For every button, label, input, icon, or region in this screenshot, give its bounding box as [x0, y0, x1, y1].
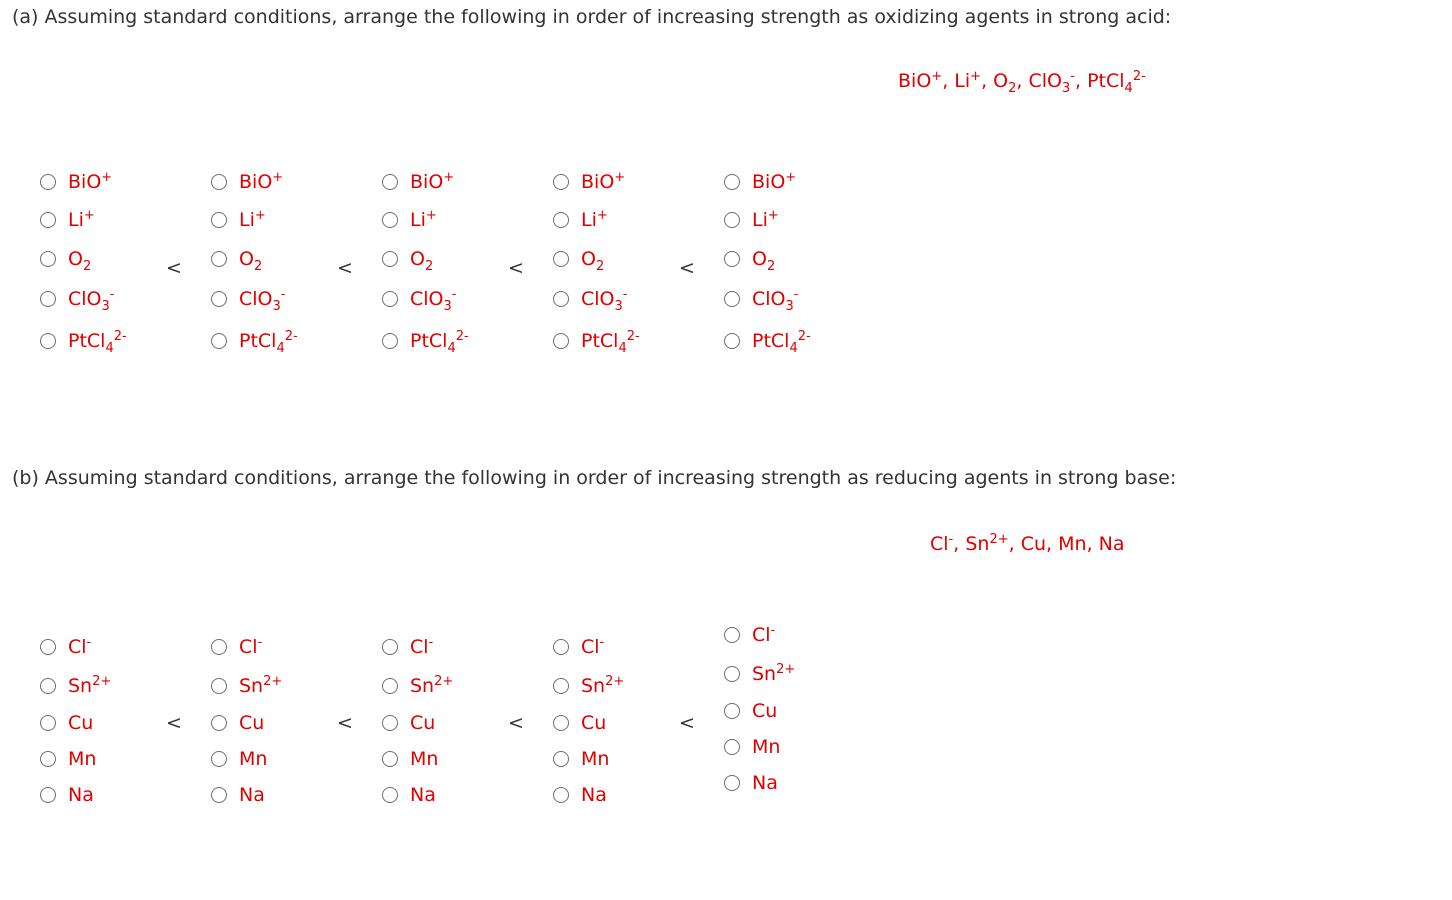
formula-superscript: -	[428, 635, 434, 650]
formula-subscript: 2	[766, 259, 776, 274]
radio-button[interactable]	[211, 174, 227, 190]
less-than-sign: <	[508, 257, 524, 279]
formula-base: Cu	[581, 712, 607, 734]
option-bio[interactable]	[211, 171, 283, 193]
radio-button[interactable]	[553, 639, 569, 655]
radio-button[interactable]	[382, 639, 398, 655]
option-o[interactable]	[724, 248, 776, 274]
formula-base: Cl	[930, 533, 949, 555]
option-bio[interactable]	[553, 171, 625, 193]
formula-base: Na	[68, 784, 94, 806]
radio-button[interactable]	[553, 715, 569, 731]
formula-superscript: +	[101, 170, 113, 185]
radio-button[interactable]	[553, 333, 569, 349]
formula-superscript: +	[254, 208, 266, 223]
formula-base: PtCl	[410, 330, 448, 352]
option-label	[752, 772, 778, 794]
formula-superscript: -	[948, 532, 954, 547]
formula-superscript: 2-	[1132, 69, 1146, 84]
radio-button[interactable]	[211, 333, 227, 349]
formula-superscript: -	[599, 635, 605, 650]
option-label	[410, 287, 457, 314]
radio-button[interactable]	[724, 739, 740, 755]
option-label	[68, 636, 91, 658]
option-label	[239, 748, 267, 770]
formula-base: Cl	[581, 636, 600, 658]
radio-button[interactable]	[40, 291, 56, 307]
formula-base: BiO	[68, 171, 102, 193]
radio-button[interactable]	[40, 787, 56, 803]
formula-superscript: -	[770, 623, 776, 638]
option-label	[239, 171, 283, 193]
formula-superscript: -	[86, 635, 92, 650]
radio-button[interactable]	[211, 715, 227, 731]
formula-base: Cu	[68, 712, 94, 734]
formula-base: ClO	[410, 288, 444, 310]
formula-base: PtCl	[68, 330, 106, 352]
formula-subscript: 2	[253, 259, 263, 274]
formula-base: Sn	[68, 675, 93, 697]
option-label	[752, 736, 780, 758]
formula-base: ClO	[1028, 70, 1063, 92]
formula-base: Cl	[239, 636, 258, 658]
radio-button[interactable]	[211, 751, 227, 767]
radio-button[interactable]	[40, 678, 56, 694]
option-label	[752, 624, 775, 646]
species-4	[1087, 69, 1146, 96]
option-cl[interactable]	[40, 636, 91, 658]
formula-subscript: 4	[105, 341, 114, 356]
option-cu[interactable]	[40, 712, 93, 734]
radio-button[interactable]	[211, 251, 227, 267]
formula-subscript: 4	[789, 341, 798, 356]
formula-base: Mn	[752, 736, 781, 758]
radio-button[interactable]	[553, 212, 569, 228]
formula-base: ClO	[752, 288, 786, 310]
option-o[interactable]	[553, 248, 605, 274]
radio-button[interactable]	[382, 787, 398, 803]
option-cu[interactable]	[553, 712, 606, 734]
less-than-sign: <	[679, 257, 695, 279]
radio-button[interactable]	[40, 715, 56, 731]
species-separator: ,	[1046, 533, 1059, 555]
formula-superscript: -	[109, 287, 115, 302]
option-li[interactable]	[382, 209, 437, 231]
formula-superscript: +	[970, 69, 982, 84]
less-than-sign: <	[166, 712, 182, 734]
formula-base: Sn	[581, 675, 606, 697]
formula-base: Na	[410, 784, 436, 806]
formula-base: ClO	[68, 288, 102, 310]
formula-base: Li	[68, 209, 84, 231]
option-label	[752, 700, 777, 722]
option-sn[interactable]	[553, 675, 624, 697]
formula-base: Na	[239, 784, 265, 806]
option-label	[410, 171, 454, 193]
formula-base: ClO	[239, 288, 273, 310]
option-clo[interactable]	[40, 287, 115, 314]
option-clo[interactable]	[553, 287, 628, 314]
formula-superscript: 2+	[989, 532, 1009, 547]
radio-button[interactable]	[724, 627, 740, 643]
formula-subscript: 3	[443, 299, 452, 314]
formula-base: PtCl	[1087, 70, 1125, 92]
radio-button[interactable]	[553, 678, 569, 694]
option-li[interactable]	[724, 209, 779, 231]
species-3	[1028, 69, 1076, 96]
option-cu[interactable]	[211, 712, 264, 734]
option-label	[410, 748, 438, 770]
option-cu[interactable]	[724, 700, 777, 722]
option-label	[752, 663, 795, 685]
formula-base: Mn	[1058, 533, 1087, 555]
formula-superscript: +	[425, 208, 437, 223]
radio-button[interactable]	[724, 666, 740, 682]
species-separator: ,	[1086, 533, 1099, 555]
option-label	[239, 209, 266, 231]
species-2	[993, 70, 1017, 96]
formula-base: Cl	[410, 636, 429, 658]
option-label	[410, 784, 436, 806]
option-na[interactable]	[211, 784, 265, 806]
formula-superscript: 2-	[113, 329, 127, 344]
option-label	[68, 675, 111, 697]
species-separator: ,	[1008, 533, 1021, 555]
option-label	[752, 248, 776, 274]
formula-superscript: +	[272, 170, 284, 185]
option-label	[239, 248, 263, 274]
option-label	[239, 287, 286, 314]
question-b: (b) Assuming standard conditions, arrange the following in order of increasing strength as reducing agents in strong base:	[12, 467, 1177, 489]
formula-superscript: -	[1070, 69, 1075, 84]
formula-superscript: -	[622, 287, 628, 302]
formula-base: BiO	[239, 171, 273, 193]
formula-base: PtCl	[581, 330, 619, 352]
option-ptcl[interactable]	[382, 329, 469, 356]
formula-base: O	[410, 248, 425, 270]
question-a: (a) Assuming standard conditions, arrange the following in order of increasing strength as oxidizing agents in strong acid:	[12, 6, 1172, 28]
formula-base: Li	[410, 209, 426, 231]
species-1	[954, 70, 981, 92]
formula-subscript: 3	[785, 299, 794, 314]
option-label	[68, 209, 95, 231]
radio-button[interactable]	[724, 251, 740, 267]
formula-base: Sn	[965, 533, 990, 555]
radio-button[interactable]	[724, 333, 740, 349]
option-label	[581, 712, 606, 734]
formula-base: ClO	[581, 288, 615, 310]
option-label	[581, 329, 640, 356]
formula-base: Na	[581, 784, 607, 806]
radio-button[interactable]	[724, 212, 740, 228]
option-li[interactable]	[40, 209, 95, 231]
formula-superscript: +	[785, 170, 797, 185]
option-label	[581, 248, 605, 274]
less-than-sign: <	[166, 257, 182, 279]
formula-base: BiO	[752, 171, 786, 193]
option-clo[interactable]	[382, 287, 457, 314]
formula-subscript: 3	[614, 299, 623, 314]
option-label	[581, 636, 604, 658]
formula-subscript: 4	[1124, 81, 1133, 96]
formula-superscript: +	[614, 170, 626, 185]
formula-base: Cu	[410, 712, 436, 734]
formula-base: Mn	[239, 748, 268, 770]
species-0	[930, 533, 953, 555]
formula-base: Sn	[239, 675, 264, 697]
option-label	[581, 209, 608, 231]
formula-superscript: +	[83, 208, 95, 223]
formula-base: Na	[1098, 533, 1125, 555]
radio-button[interactable]	[40, 251, 56, 267]
option-cl[interactable]	[211, 636, 262, 658]
radio-button[interactable]	[724, 703, 740, 719]
formula-base: Li	[239, 209, 255, 231]
option-li[interactable]	[211, 209, 266, 231]
formula-base: Mn	[410, 748, 439, 770]
formula-base: Mn	[581, 748, 610, 770]
radio-button[interactable]	[40, 333, 56, 349]
option-sn[interactable]	[382, 675, 453, 697]
species-separator: ,	[981, 70, 994, 92]
formula-base: BiO	[581, 171, 615, 193]
species-1	[965, 533, 1008, 555]
option-label	[68, 712, 93, 734]
option-label	[239, 784, 265, 806]
option-clo[interactable]	[211, 287, 286, 314]
option-label	[581, 287, 628, 314]
formula-base: Li	[954, 70, 971, 92]
option-mn[interactable]	[553, 748, 609, 770]
species-separator: ,	[942, 70, 955, 92]
formula-base: O	[581, 248, 596, 270]
option-label	[581, 171, 625, 193]
option-bio[interactable]	[724, 171, 796, 193]
option-label	[410, 248, 434, 274]
option-bio[interactable]	[40, 171, 112, 193]
option-label	[68, 748, 96, 770]
radio-button[interactable]	[724, 291, 740, 307]
formula-subscript: 3	[1062, 81, 1071, 96]
formula-base: Mn	[68, 748, 97, 770]
formula-superscript: 2-	[284, 329, 298, 344]
radio-button[interactable]	[382, 715, 398, 731]
option-label	[752, 209, 779, 231]
species-2	[1021, 533, 1046, 555]
radio-button[interactable]	[724, 775, 740, 791]
option-label	[68, 171, 112, 193]
formula-superscript: +	[767, 208, 779, 223]
species-separator: ,	[953, 533, 966, 555]
formula-base: Cu	[1020, 533, 1047, 555]
option-label	[752, 329, 811, 356]
option-cl[interactable]	[382, 636, 433, 658]
option-label	[68, 784, 94, 806]
radio-button[interactable]	[382, 333, 398, 349]
radio-button[interactable]	[211, 291, 227, 307]
option-li[interactable]	[553, 209, 608, 231]
option-na[interactable]	[40, 784, 94, 806]
less-than-sign: <	[337, 712, 353, 734]
radio-button[interactable]	[553, 291, 569, 307]
less-than-sign: <	[508, 712, 524, 734]
radio-button[interactable]	[211, 212, 227, 228]
option-label	[239, 675, 282, 697]
option-o[interactable]	[382, 248, 434, 274]
formula-subscript: 2	[82, 259, 92, 274]
radio-button[interactable]	[382, 678, 398, 694]
radio-button[interactable]	[724, 174, 740, 190]
radio-button[interactable]	[211, 639, 227, 655]
formula-base: Li	[752, 209, 768, 231]
option-label	[581, 675, 624, 697]
radio-button[interactable]	[553, 787, 569, 803]
option-mn[interactable]	[40, 748, 96, 770]
formula-base: O	[239, 248, 254, 270]
species-separator: ,	[1075, 70, 1088, 92]
radio-button[interactable]	[382, 212, 398, 228]
option-label	[68, 287, 115, 314]
formula-superscript: 2-	[797, 329, 811, 344]
radio-button[interactable]	[553, 174, 569, 190]
option-label	[239, 636, 262, 658]
radio-button[interactable]	[382, 291, 398, 307]
formula-superscript: 2+	[605, 674, 625, 689]
formula-base: Li	[581, 209, 597, 231]
formula-base: PtCl	[239, 330, 277, 352]
option-ptcl[interactable]	[40, 329, 127, 356]
option-mn[interactable]	[382, 748, 438, 770]
formula-base: Sn	[752, 663, 777, 685]
formula-superscript: 2-	[626, 329, 640, 344]
formula-base: PtCl	[752, 330, 790, 352]
radio-button[interactable]	[382, 174, 398, 190]
radio-button[interactable]	[553, 251, 569, 267]
species-0	[898, 70, 942, 92]
formula-superscript: -	[451, 287, 457, 302]
formula-superscript: +	[443, 170, 455, 185]
formula-superscript: -	[793, 287, 799, 302]
formula-subscript: 2	[1008, 81, 1017, 96]
option-na[interactable]	[724, 772, 778, 794]
formula-subscript: 4	[618, 341, 627, 356]
formula-base: Sn	[410, 675, 435, 697]
species-list-a	[898, 69, 1146, 96]
radio-button[interactable]	[211, 678, 227, 694]
species-separator: ,	[1016, 70, 1029, 92]
formula-base: Na	[752, 772, 778, 794]
formula-superscript: 2-	[455, 329, 469, 344]
option-o[interactable]	[211, 248, 263, 274]
option-label	[581, 748, 609, 770]
option-mn[interactable]	[211, 748, 267, 770]
option-ptcl[interactable]	[211, 329, 298, 356]
option-label	[239, 712, 264, 734]
radio-button[interactable]	[40, 174, 56, 190]
species-list-b	[930, 533, 1125, 555]
option-label	[410, 329, 469, 356]
radio-button[interactable]	[40, 751, 56, 767]
option-ptcl[interactable]	[724, 329, 811, 356]
radio-button[interactable]	[382, 251, 398, 267]
radio-button[interactable]	[40, 212, 56, 228]
formula-superscript: 2+	[434, 674, 454, 689]
option-label	[239, 329, 298, 356]
formula-superscript: 2+	[776, 662, 796, 677]
formula-subscript: 4	[276, 341, 285, 356]
formula-base: Cl	[752, 624, 771, 646]
option-cl[interactable]	[553, 636, 604, 658]
option-label	[68, 248, 92, 274]
formula-base: Cu	[752, 700, 778, 722]
option-sn[interactable]	[211, 675, 282, 697]
species-3	[1058, 533, 1086, 555]
radio-button[interactable]	[40, 639, 56, 655]
formula-subscript: 2	[595, 259, 605, 274]
option-label	[752, 287, 799, 314]
option-label	[752, 171, 796, 193]
option-na[interactable]	[553, 784, 607, 806]
formula-base: Cu	[239, 712, 265, 734]
formula-superscript: 2+	[263, 674, 283, 689]
option-sn[interactable]	[724, 663, 795, 685]
formula-subscript: 3	[101, 299, 110, 314]
formula-base: Cl	[68, 636, 87, 658]
option-label	[410, 636, 433, 658]
formula-base: O	[993, 70, 1009, 92]
formula-superscript: -	[257, 635, 263, 650]
option-clo[interactable]	[724, 287, 799, 314]
formula-superscript: 2+	[92, 674, 112, 689]
option-label	[410, 712, 435, 734]
formula-subscript: 4	[447, 341, 456, 356]
formula-superscript: -	[280, 287, 286, 302]
option-bio[interactable]	[382, 171, 454, 193]
option-label	[581, 784, 607, 806]
formula-base: BiO	[898, 70, 932, 92]
formula-subscript: 2	[424, 259, 434, 274]
less-than-sign: <	[337, 257, 353, 279]
option-cl[interactable]	[724, 624, 775, 646]
formula-superscript: +	[931, 69, 943, 84]
formula-base: O	[752, 248, 767, 270]
option-label	[410, 675, 453, 697]
option-mn[interactable]	[724, 736, 780, 758]
formula-base: O	[68, 248, 83, 270]
radio-button[interactable]	[382, 751, 398, 767]
radio-button[interactable]	[211, 787, 227, 803]
formula-subscript: 3	[272, 299, 281, 314]
option-sn[interactable]	[40, 675, 111, 697]
option-ptcl[interactable]	[553, 329, 640, 356]
option-label	[68, 329, 127, 356]
radio-button[interactable]	[553, 751, 569, 767]
formula-superscript: +	[596, 208, 608, 223]
less-than-sign: <	[679, 712, 695, 734]
option-o[interactable]	[40, 248, 92, 274]
option-na[interactable]	[382, 784, 436, 806]
formula-base: BiO	[410, 171, 444, 193]
species-4	[1099, 533, 1125, 555]
option-label	[410, 209, 437, 231]
option-cu[interactable]	[382, 712, 435, 734]
